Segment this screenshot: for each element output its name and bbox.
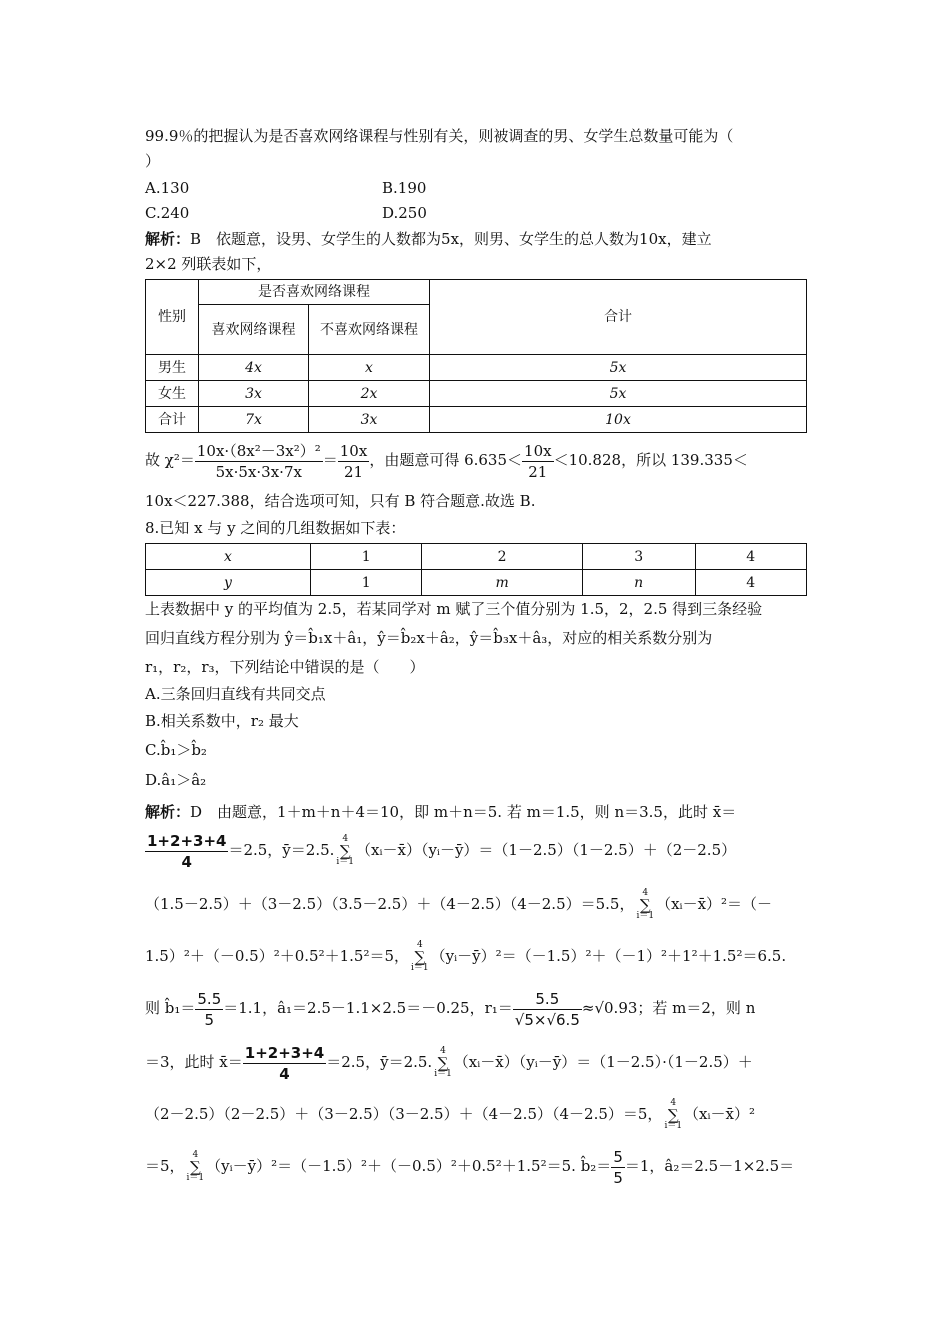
q8-stem: 8.已知 x 与 y 之间的几组数据如下表： bbox=[145, 519, 406, 537]
table-row bbox=[146, 407, 807, 433]
header-dislike: 不喜欢网络课程 bbox=[309, 305, 430, 355]
cell: 1 bbox=[311, 544, 422, 570]
q7-solution-text: B 依题意，设男、女学生的人数都为5x，则男、女学生的总人数为10x，建立 bbox=[190, 230, 712, 248]
summation-symbol: 4 ∑ i＝1 bbox=[664, 1098, 683, 1131]
cell: 3 bbox=[582, 544, 695, 570]
sol8-line8: ＝5， 4 ∑ i＝1 （yᵢ－ȳ）²＝（－1.5）²＋（－0.5）²＋0.5²＋1.5²＝5. b̂₂＝ $\frac{5}{5}$ ＝1，â₂＝2.5－1×2.5＝ bbox=[145, 1147, 795, 1187]
sol8-line4: 1.5）²＋（－0.5）²＋0.5²＋1.5²＝5， 4 ∑ i＝1 （yᵢ－ȳ）²＝（－1.5）²＋（－1）²＋1²＋1.5²＝6.5. bbox=[145, 940, 787, 973]
table-row bbox=[146, 355, 807, 381]
r1-fraction: $\frac{5.5}{√5\times√6.5}$ bbox=[514, 989, 580, 1029]
q8-option-d: D.â₁＞â₂ bbox=[145, 771, 207, 789]
mean-x-fraction: $\frac{1+2+3+4}{4}$ bbox=[244, 1043, 325, 1083]
cell: 3x bbox=[309, 407, 430, 433]
cell: 2x bbox=[309, 381, 430, 407]
x-label: x bbox=[146, 544, 311, 570]
chi-square-line: 故 χ²＝ $\frac{\text{10x·（8x²－3x²）²}}{5x\cdot 5x\cdot 3x\cdot 7x}$ ＝ $\frac{10x}{21}$ ，由题意可得 6.635＜ $\frac{10x}{21}$ ＜10.828，所以 139.335＜ bbox=[145, 441, 748, 481]
q7-solution-line1 bbox=[145, 229, 712, 249]
sol8-line3: （1.5－2.5）＋（3－2.5）（3.5－2.5）＋（4－2.5）（4－2.5）＝5.5， 4 ∑ i＝1 （xᵢ－x̄）²＝（－ bbox=[145, 888, 773, 921]
sol8-line1: 解析：D 由题意，1＋m＋n＋4＝10，即 m＋n＝5. 若 m＝1.5，则 n＝3.5，此时 x̄＝ bbox=[145, 803, 737, 821]
cell: 4 bbox=[695, 544, 806, 570]
cell: 10x bbox=[430, 407, 807, 433]
q7-option-a: A.130 bbox=[145, 179, 190, 197]
table-row bbox=[146, 570, 807, 596]
q7-option-b: B.190 bbox=[382, 179, 427, 197]
summation-symbol: 4 ∑ i＝1 bbox=[336, 834, 355, 867]
summation-symbol: 4 ∑ i＝1 bbox=[636, 888, 655, 921]
q7-option-d: D.250 bbox=[382, 204, 427, 222]
chi-fraction-2: $\frac{10x}{21}$ bbox=[339, 441, 368, 481]
sol8-line5: 则 b̂₁＝ $\frac{5.5}{5}$ ＝1.1，â₁＝2.5－1.1×2.5＝－0.25，r₁＝ $\frac{5.5}{√5\times√6.5}$ ≈√0.93；若 m＝2，则 n bbox=[145, 989, 756, 1029]
chi-line2: 10x＜227.388，结合选项可知，只有 B 符合题意.故选 B. bbox=[145, 492, 536, 510]
cell: 1 bbox=[311, 570, 422, 596]
header-like-group: 是否喜欢网络课程 bbox=[199, 280, 430, 305]
cell: 5x bbox=[430, 355, 807, 381]
q8-option-c: C.b̂₁＞b̂₂ bbox=[145, 741, 207, 759]
chi-fraction-3: $\frac{10x}{21}$ bbox=[524, 441, 552, 481]
b2-fraction: $\frac{5}{5}$ bbox=[613, 1147, 623, 1187]
y-label: y bbox=[146, 570, 311, 596]
header-like: 喜欢网络课程 bbox=[199, 305, 309, 355]
q8-option-b: B.相关系数中，r₂ 最大 bbox=[145, 712, 299, 730]
summation-symbol: 4 ∑ i＝1 bbox=[411, 940, 429, 973]
q7-option-c: C.240 bbox=[145, 204, 190, 222]
row-label: 男生 bbox=[146, 355, 199, 381]
table-row bbox=[146, 544, 807, 570]
summation-symbol: 4 ∑ i＝1 bbox=[434, 1046, 452, 1079]
mean-x-fraction: $\frac{1+2+3+4}{4}$ bbox=[147, 831, 227, 871]
solution-label: 解析： bbox=[145, 803, 191, 821]
xy-table bbox=[145, 543, 807, 596]
q8-line3: r₁，r₂，r₃，下列结论中错误的是（ ） bbox=[145, 658, 425, 676]
q8-line1: 上表数据中 y 的平均值为 2.5，若某同学对 m 赋了三个值分别为 1.5，2，2.5 得到三条经验 bbox=[145, 600, 763, 618]
q8-option-a: A.三条回归直线有共同交点 bbox=[145, 685, 326, 703]
header-gender: 性别 bbox=[146, 280, 199, 355]
cell: n bbox=[582, 570, 695, 596]
q7-solution-line2: 2×2 列联表如下， bbox=[145, 255, 272, 273]
solution-label: 解析： bbox=[145, 230, 191, 248]
row-label: 女生 bbox=[146, 381, 199, 407]
cell: m bbox=[422, 570, 582, 596]
q8-line2: 回归直线方程分别为 ŷ＝b̂₁x＋â₁，ŷ＝b̂₂x＋â₂，ŷ＝b̂₃x＋â₃，对应的相关系数分别为 bbox=[145, 629, 713, 647]
cell: 4 bbox=[695, 570, 806, 596]
cell: 2 bbox=[422, 544, 582, 570]
row-label: 合计 bbox=[146, 407, 199, 433]
q7-line2: ） bbox=[145, 152, 161, 170]
cell: 5x bbox=[430, 381, 807, 407]
sol8-line2: $\frac{1+2+3+4}{4}$ ＝2.5，ȳ＝2.5. 4 ∑ i＝1 （xᵢ－x̄）（yᵢ－ȳ）＝（1－2.5）（1－2.5）＋（2－2.5） bbox=[147, 831, 737, 871]
table-row bbox=[146, 381, 807, 407]
cell: 4x bbox=[199, 355, 309, 381]
contingency-table bbox=[145, 279, 807, 433]
chi-fraction-1: $\frac{\text{10x·（8x²－3x²）²}}{5x\cdot 5x\cdot 3x\cdot 7x}$ bbox=[196, 441, 321, 481]
sol8-line7: （2－2.5）（2－2.5）＋（3－2.5）（3－2.5）＋（4－2.5）（4－2.5）＝5， 4 ∑ i＝1 （xᵢ－x̄）² bbox=[145, 1098, 755, 1131]
cell: 3x bbox=[199, 381, 309, 407]
chi-prefix: 故 χ²＝ bbox=[145, 451, 195, 469]
sol8-line6: ＝3，此时 x̄＝ $\frac{1+2+3+4}{4}$ ＝2.5，ȳ＝2.5. 4 ∑ i＝1 （xᵢ－x̄）（yᵢ－ȳ）＝（1－2.5）·（1－2.5）＋ bbox=[145, 1043, 753, 1083]
b1-fraction: $\frac{5.5}{5}$ bbox=[197, 989, 222, 1029]
cell: 7x bbox=[199, 407, 309, 433]
q7-line1: 99.9％的把握认为是否喜欢网络课程与性别有关，则被调查的男、女学生总数量可能为（ bbox=[145, 127, 734, 145]
header-total: 合计 bbox=[430, 280, 807, 355]
cell: x bbox=[309, 355, 430, 381]
summation-symbol: 4 ∑ i＝1 bbox=[186, 1150, 205, 1183]
